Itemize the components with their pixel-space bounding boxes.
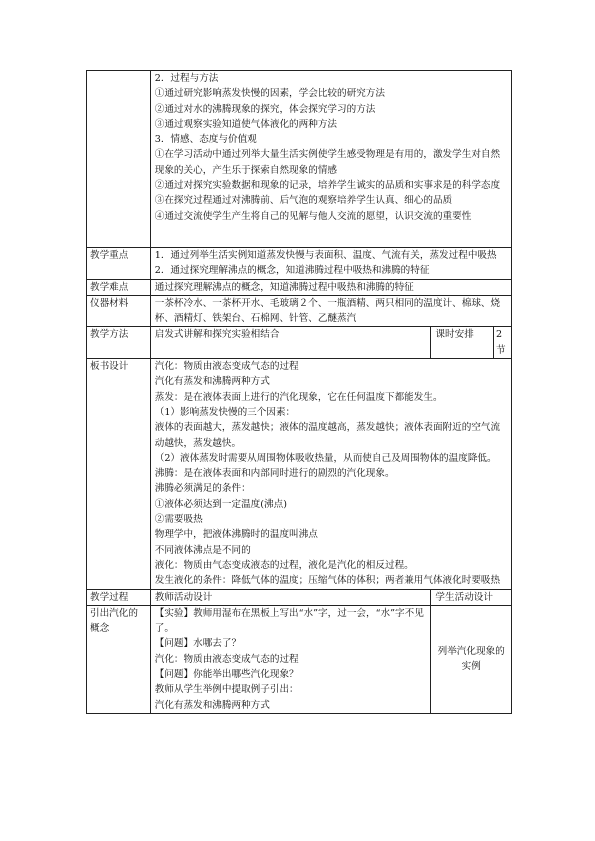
schedule-value: 2节 (494, 327, 512, 359)
board-line: 汽化：物质由液态变成气态的过程 (154, 361, 299, 373)
board-line: ①液体必须达到一定温度(沸点) (154, 498, 287, 510)
method-label: 教学方法 (87, 327, 151, 359)
student-activity-cell: 列举汽化现象的实例 (431, 605, 512, 713)
board-line: 蒸发：是在液体表面上进行的汽化现象，它在任何温度下都能发生。 (154, 391, 443, 403)
teacher-activity-cell (150, 605, 431, 713)
board-paragraph: 液体的表面越大，蒸发越快；液体的温度越高，蒸发越快；液体表面附近的空气流动越快，蒸发越快。 (154, 422, 501, 449)
method-row (87, 327, 512, 359)
key-point: 1．通过列举生活实例知道蒸发快慢与表面积、温度、气流有关，蒸发过程中吸热 (154, 250, 497, 261)
teacher-activity-line: 汽化：物质由液态变成气态的过程 (154, 653, 299, 665)
schedule-label: 课时安排 (431, 327, 494, 359)
board-label: 板书设计 (87, 359, 151, 589)
objective-line: ③通过观察实验知道使气体液化的两种方法 (154, 118, 338, 130)
board-paragraph: （2）液体蒸发时需要从周围物体吸收热量，从而使自己及周围物体的温度降低。 (154, 452, 497, 464)
objective-paragraph: ③在探究过程通过对沸腾前、后气泡的观察培养学生认真、细心的品质 (154, 195, 453, 207)
objective-line: ②通过对水的沸腾现象的探究，体会探究学习的方法 (154, 103, 376, 115)
objective-paragraph: ①在学习活动中通过列举大量生活实例使学生感受物理是有用的，激发学生对自然现象的关心，产生乐于探索自然现象的情感 (154, 149, 501, 176)
process-header-col2: 教师活动设计 (150, 589, 431, 605)
board-line: 沸腾：是在液体表面和内部同时进行的剧烈的汽化现象。 (154, 468, 395, 480)
materials-label: 仪器材料 (87, 295, 151, 327)
board-line: 汽化有蒸发和沸腾两种方式 (154, 376, 270, 388)
board-line: 物理学中，把液体沸腾时的温度叫沸点 (154, 529, 318, 541)
objective-paragraph: ②通过对探究实验数据和现象的记录，培养学生诚实的品质和实事求是的科学态度 (154, 180, 501, 192)
teacher-activity-line: 【问题】你能举出哪些汽化现象？ (154, 669, 299, 681)
teacher-activity-paragraph: 【实验】教师用湿布在黑板上写出“水”字，过一会，“水”字不见了。 (154, 607, 424, 635)
objectives-cell (150, 71, 511, 248)
difficult-text: 通过探究理解沸点的概念，知道沸腾过程中吸热和沸腾的特征 (150, 279, 511, 295)
materials-text: 一茶杯冷水、一茶杯开水、毛玻璃２个、一瓶酒精、两只相同的温度计、棉球、烧杯、酒精灯、铁架台、石棉网、针管、乙醚蒸汽 (150, 295, 511, 327)
board-line: ②需要吸热 (154, 514, 203, 526)
process-row-label: 引出汽化的概念 (87, 605, 151, 713)
objective-paragraph: ④通过交流使学生产生将自己的见解与他人交流的愿望，认识交流的重要性 (154, 210, 472, 222)
objective-line: ①通过研究影响蒸发快慢的因素，学会比较的研究方法 (154, 88, 385, 100)
key-points-cell (150, 248, 511, 280)
process-header-col3: 学生活动设计 (431, 589, 512, 605)
board-line: 液化：物质由气态变成液态的过程，液化是汽化的相反过程。 (154, 559, 414, 571)
teacher-activity-line: 汽化有蒸发和沸腾两种方式 (154, 699, 270, 711)
process-header-col1: 教学过程 (87, 589, 151, 605)
materials-row (87, 295, 512, 327)
process-header-row (87, 589, 512, 605)
difficult-label: 教学难点 (87, 279, 151, 295)
teacher-activity-line: 教师从学生举例中提取例子引出： (154, 684, 299, 696)
objectives-row (87, 71, 512, 248)
process-row (87, 605, 512, 713)
board-cell (150, 359, 511, 589)
key-points-row (87, 248, 512, 280)
board-row (87, 359, 512, 589)
objectives-label-cell (87, 71, 151, 248)
board-line: 沸腾必须满足的条件： (154, 483, 251, 495)
key-point: 2．通过探究理解沸点的概念，知道沸腾过程中吸热和沸腾的特征 (154, 265, 430, 277)
teacher-activity-line: 【问题】水哪去了？ (154, 638, 242, 650)
lesson-plan-table (86, 70, 512, 714)
board-line: （1）影响蒸发快慢的三个因素： (154, 406, 296, 418)
board-line: 不同液体沸点是不同的 (154, 544, 251, 556)
objective-line: 2．过程与方法 (154, 73, 219, 84)
objective-line: 3．情感、态度与价值观 (154, 134, 257, 146)
board-paragraph: 发生液化的条件：降低气体的温度；压缩气体的体积；两者兼用气体液化时要吸热 (154, 575, 501, 587)
key-points-label: 教学重点 (87, 248, 151, 280)
method-text: 启发式讲解和探究实验相结合 (150, 327, 431, 359)
difficult-row (87, 279, 512, 295)
